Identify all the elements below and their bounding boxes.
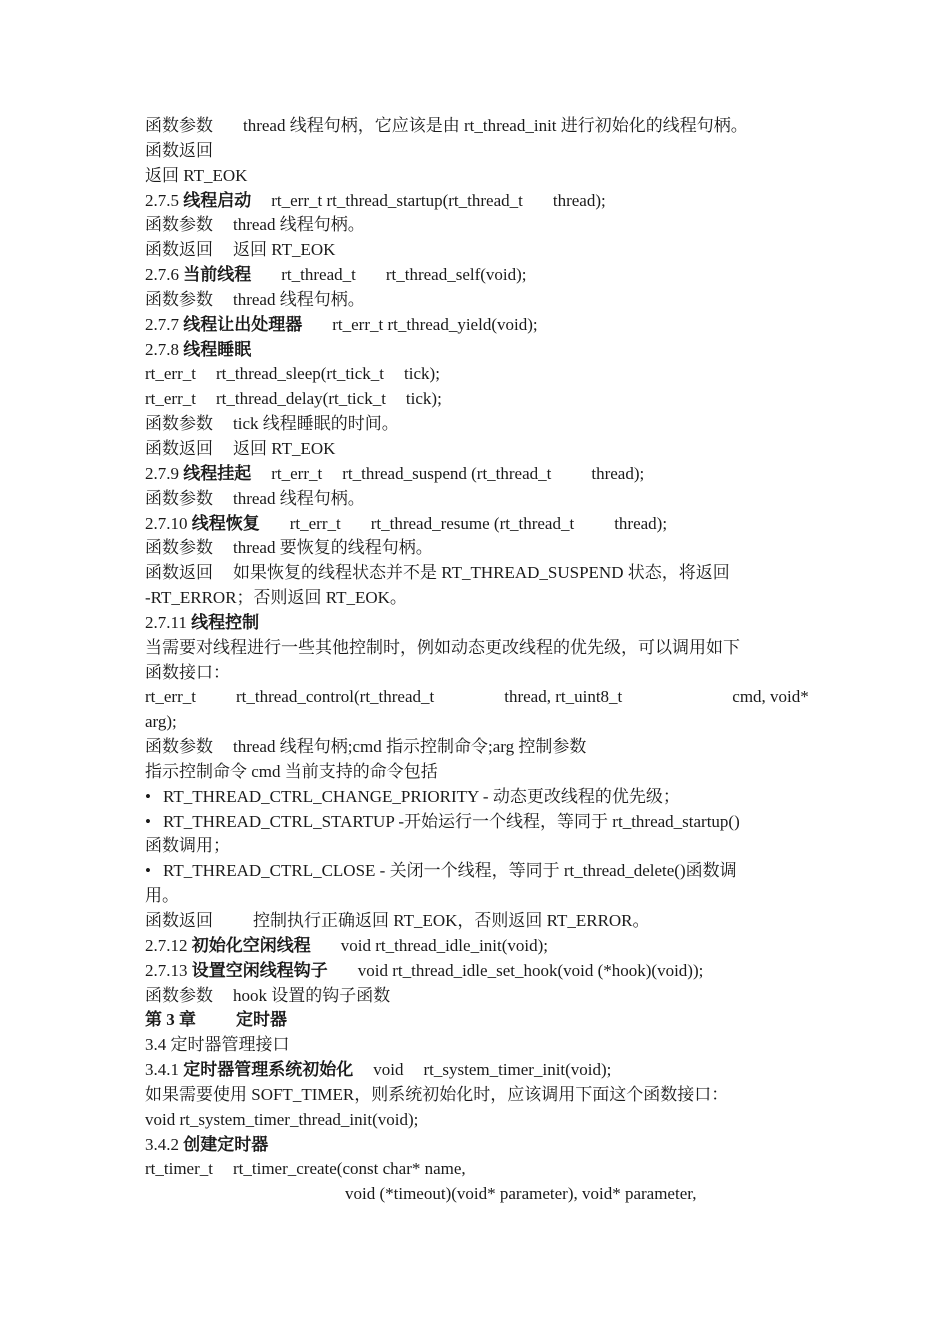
- code-line: rt_err_t rt_thread_delay(rt_tick_t tick);: [145, 389, 442, 409]
- section-heading: 2.7.9 线程挂起 rt_err_t rt_thread_suspend (rt_thread_t thread);: [145, 463, 645, 483]
- param-line: 函数参数 tick 线程睡眠的时间。: [145, 414, 399, 434]
- document-page: [145, 114, 810, 1207]
- section-heading: 2.7.7 线程让出处理器 rt_err_t rt_thread_yield(void);: [145, 314, 538, 334]
- code-line: void (*timeout)(void* parameter), void* parameter,: [345, 1184, 697, 1204]
- section-heading: 3.4.2 创建定时器: [145, 1134, 269, 1154]
- param-line: 函数参数 thread 线程句柄。: [145, 289, 365, 309]
- code-line: arg);: [145, 712, 177, 732]
- text-line: 当需要对线程进行一些其他控制时，例如动态更改线程的优先级，可以调用如下: [145, 637, 740, 657]
- code-line: void rt_system_timer_thread_init(void);: [145, 1109, 419, 1129]
- param-line: 函数参数 thread 线程句柄;cmd 指示控制命令;arg 控制参数: [145, 737, 587, 757]
- code-line: rt_err_t rt_thread_sleep(rt_tick_t tick);: [145, 364, 440, 384]
- section-heading: 2.7.12 初始化空闲线程 void rt_thread_idle_init(void);: [145, 935, 549, 955]
- section-heading: 2.7.10 线程恢复 rt_err_t rt_thread_resume (rt_thread_t thread);: [145, 513, 668, 533]
- text-line: 函数调用；: [145, 836, 230, 856]
- text-line: 函数接口：: [145, 662, 230, 682]
- bullet-item: • RT_THREAD_CTRL_CLOSE - 关闭一个线程，等同于 rt_thread_delete()函数调: [145, 861, 737, 881]
- param-line: 函数参数 thread 线程句柄，它应该是由 rt_thread_init 进行初始化的线程句柄。: [145, 116, 748, 135]
- return-line: 函数返回 返回 RT_EOK: [145, 438, 336, 458]
- section-heading: 2.7.13 设置空闲线程钩子 void rt_thread_idle_set_hook(void (*hook)(void));: [145, 960, 704, 980]
- bullet-item: • RT_THREAD_CTRL_CHANGE_PRIORITY - 动态更改线程的优先级；: [145, 786, 680, 806]
- code-line: rt_timer_t rt_timer_create(const char* name,: [145, 1159, 466, 1179]
- section-heading: 2.7.11 线程控制: [145, 612, 260, 632]
- text-line: 用。: [145, 886, 179, 906]
- text-line: 返回 RT_EOK: [145, 165, 248, 185]
- section-heading: 3.4 定时器管理接口: [145, 1035, 290, 1055]
- text-line: 如果需要使用 SOFT_TIMER，则系统初始化时，应该调用下面这个函数接口：: [145, 1084, 729, 1104]
- return-line: 函数返回 控制执行正确返回 RT_EOK，否则返回 RT_ERROR。: [145, 911, 650, 930]
- param-line: 函数参数 hook 设置的钩子函数: [145, 985, 391, 1005]
- section-heading: 2.7.5 线程启动 rt_err_t rt_thread_startup(rt_thread_t thread);: [145, 190, 606, 210]
- section-heading: 2.7.8 线程睡眠: [145, 339, 252, 359]
- text-line: 指示控制命令 cmd 当前支持的命令包括: [145, 761, 438, 781]
- text-line: -RT_ERROR；否则返回 RT_EOK。: [145, 588, 407, 608]
- param-line: 函数参数 thread 线程句柄。: [145, 215, 365, 235]
- return-line: 函数返回 如果恢复的线程状态并不是 RT_THREAD_SUSPEND 状态，将返回: [145, 563, 730, 583]
- text-line: 函数返回: [145, 140, 213, 160]
- code-line: rt_err_t rt_thread_control(rt_thread_t thread, rt_uint8_t cmd, void*: [145, 687, 809, 707]
- section-heading: 3.4.1 定时器管理系统初始化 void rt_system_timer_init(void);: [145, 1060, 612, 1080]
- param-line: 函数参数 thread 线程句柄。: [145, 488, 365, 508]
- bullet-item: • RT_THREAD_CTRL_STARTUP -开始运行一个线程，等同于 rt_thread_startup(): [145, 811, 740, 831]
- param-line: 函数参数 thread 要恢复的线程句柄。: [145, 538, 433, 558]
- return-line: 函数返回 返回 RT_EOK: [145, 240, 336, 260]
- chapter-heading: 第 3 章 定时器: [145, 1010, 287, 1030]
- section-heading: 2.7.6 当前线程 rt_thread_t rt_thread_self(void);: [145, 265, 527, 285]
